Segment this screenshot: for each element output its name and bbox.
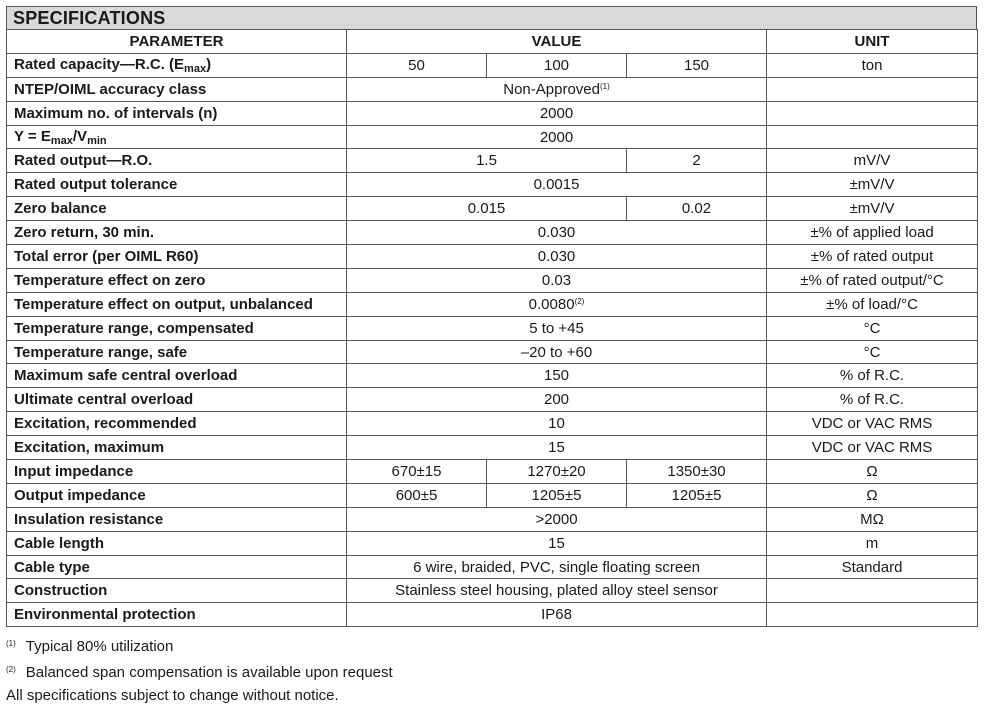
row-unit [767,101,978,125]
row-value: 5 to +45 [347,316,767,340]
row-value: 1270±20 [487,460,627,484]
footnote-ref: (1) [599,81,610,91]
row-unit [767,603,978,627]
row-parameter: Rated output tolerance [7,173,347,197]
row-value: 2000 [347,125,767,149]
footnotes [6,633,393,707]
row-unit [767,579,978,603]
row-value: 2 [627,149,767,173]
row-unit: Ω [767,483,978,507]
table-row [7,579,978,603]
row-value: –20 to +60 [347,340,767,364]
row-unit: VDC or VAC RMS [767,412,978,436]
footnote: $^{(2)}$ Balanced span compensation is available upon request [6,663,393,681]
footnote-ref: (2) [574,296,585,306]
row-unit: °C [767,316,978,340]
specifications-section [6,6,977,627]
row-unit: % of R.C. [767,388,978,412]
row-value: 0.0080$^{(2)}$ [347,292,767,316]
row-value: 0.0015 [347,173,767,197]
row-parameter: Rated capacity—R.C. $(E_{max})$ [7,53,347,77]
row-unit: ±mV/V [767,173,978,197]
row-value: 10 [347,412,767,436]
row-parameter: Temperature range, compensated [7,316,347,340]
row-parameter: NTEP/OIML accuracy class [7,77,347,101]
row-value: 50 [347,53,487,77]
row-value: 200 [347,388,767,412]
row-parameter: Rated output—R.O. [7,149,347,173]
row-value: 0.02 [627,197,767,221]
row-value: 15 [347,436,767,460]
row-unit: ±% of rated output [767,245,978,269]
row-value: 1205±5 [487,483,627,507]
row-unit [767,125,978,149]
row-unit: VDC or VAC RMS [767,436,978,460]
table-row [7,245,978,269]
row-value: Stainless steel housing, plated alloy steel sensor [347,579,767,603]
footnote-mark: (2) [6,664,16,674]
row-value: >2000 [347,507,767,531]
row-unit: ton [767,53,978,77]
table-row [7,340,978,364]
row-value: Non-Approved$^{(1)}$ [347,77,767,101]
disclaimer: All specifications subject to change without notice. [6,686,339,704]
table-row [7,292,978,316]
table-row [7,460,978,484]
row-parameter: Excitation, recommended [7,412,347,436]
row-parameter: Cable length [7,531,347,555]
table-row [7,507,978,531]
row-unit: mV/V [767,149,978,173]
table-row [7,53,978,77]
row-value: 600±5 [347,483,487,507]
row-parameter: Zero return, 30 min. [7,221,347,245]
table-row [7,268,978,292]
row-unit: m [767,531,978,555]
row-value: 150 [627,53,767,77]
header-value: VALUE [347,30,767,54]
row-unit: MΩ [767,507,978,531]
footnote: $^{(1)}$ Typical 80% utilization [6,638,174,655]
row-value: 0.030 [347,221,767,245]
specifications-table [6,29,978,627]
table-row [7,364,978,388]
row-parameter: Maximum safe central overload [7,364,347,388]
table-row [7,603,978,627]
table-row [7,173,978,197]
row-parameter: Ultimate central overload [7,388,347,412]
table-row [7,388,978,412]
row-parameter: Maximum no. of intervals (n) [7,101,347,125]
header-unit: UNIT [767,30,978,54]
row-parameter: Output impedance [7,483,347,507]
row-unit: ±mV/V [767,197,978,221]
table-row [7,436,978,460]
row-unit: Standard [767,555,978,579]
header-parameter: PARAMETER [7,30,347,54]
section-title: SPECIFICATIONS [6,6,977,29]
row-parameter: Temperature effect on zero [7,268,347,292]
row-parameter: Total error (per OIML R60) [7,245,347,269]
row-unit: ±% of rated output/°C [767,268,978,292]
row-value: 150 [347,364,767,388]
row-unit: ±% of applied load [767,221,978,245]
row-parameter: Zero balance [7,197,347,221]
row-unit: ±% of load/°C [767,292,978,316]
row-unit: % of R.C. [767,364,978,388]
table-row [7,483,978,507]
row-value: 1350±30 [627,460,767,484]
footnote-mark: (1) [6,639,16,648]
table-row [7,149,978,173]
row-parameter: Excitation, maximum [7,436,347,460]
row-parameter: Temperature effect on output, unbalanced [7,292,347,316]
table-row [7,101,978,125]
row-value: 6 wire, braided, PVC, single floating screen [347,555,767,579]
row-parameter: Input impedance [7,460,347,484]
row-value: 2000 [347,101,767,125]
row-unit: °C [767,340,978,364]
row-value: 0.03 [347,268,767,292]
row-value: IP68 [347,603,767,627]
row-value: 0.030 [347,245,767,269]
table-row [7,412,978,436]
row-parameter: Cable type [7,555,347,579]
row-value: 100 [487,53,627,77]
row-value: 1205±5 [627,483,767,507]
row-parameter: Insulation resistance [7,507,347,531]
row-value: 670±15 [347,460,487,484]
table-row [7,555,978,579]
table-row [7,221,978,245]
table-row [7,316,978,340]
row-parameter: Environmental protection [7,603,347,627]
row-value: 0.015 [347,197,627,221]
row-value: 1.5 [347,149,627,173]
table-row [7,197,978,221]
table-row [7,531,978,555]
table-row [7,125,978,149]
row-value: 15 [347,531,767,555]
table-header-row [7,30,978,54]
row-parameter: $Y = E_{max}/V_{min}$ [7,125,347,149]
row-parameter: Temperature range, safe [7,340,347,364]
row-unit [767,77,978,101]
row-parameter: Construction [7,579,347,603]
table-row [7,77,978,101]
row-unit: Ω [767,460,978,484]
